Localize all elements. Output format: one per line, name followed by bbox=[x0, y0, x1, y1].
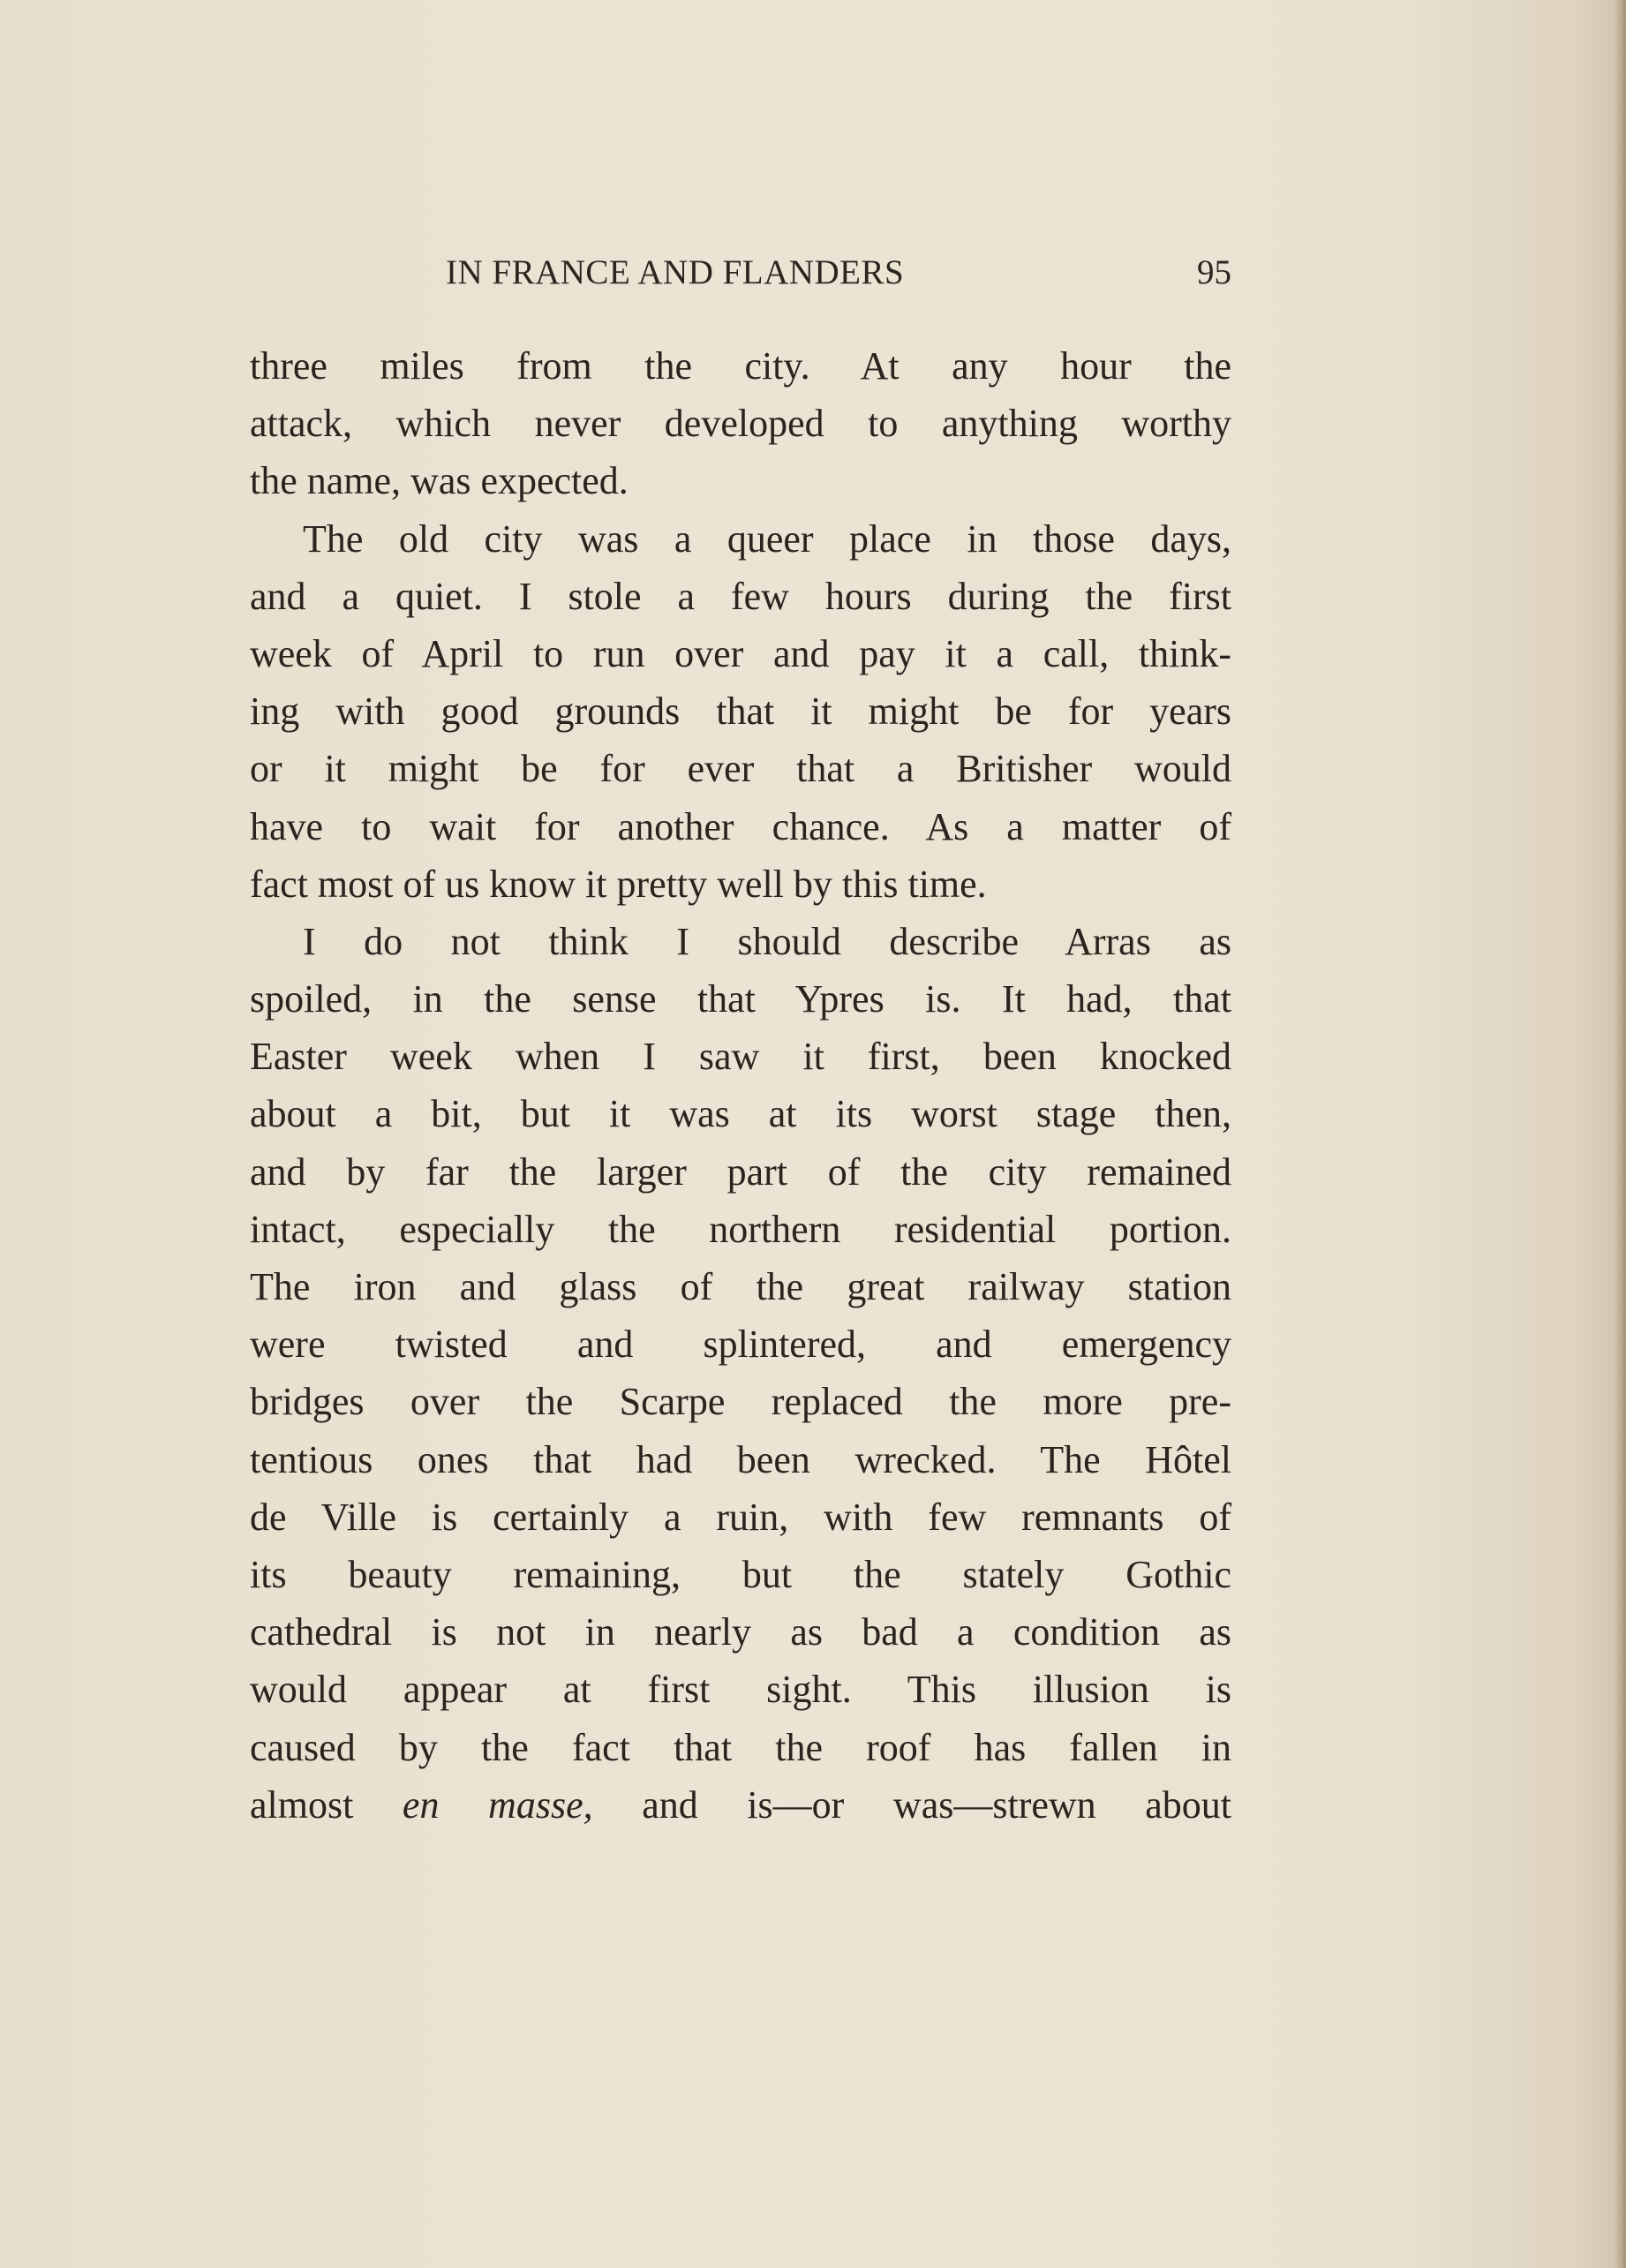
text-line: bridges over the Scarpe replaced the more pre- bbox=[250, 1380, 1231, 1424]
text-line: spoiled, in the sense that Ypres is. It had, that bbox=[250, 977, 1231, 1021]
text-line: caused by the fact that the roof has fallen in bbox=[250, 1725, 1231, 1769]
last-line-after: and is—or was—strewn about bbox=[592, 1782, 1231, 1827]
text-line: The iron and glass of the great railway station bbox=[250, 1265, 1231, 1308]
text-line: cathedral is not in nearly as bad a condition as bbox=[250, 1610, 1231, 1654]
text-line: were twisted and splintered, and emergency bbox=[250, 1322, 1231, 1367]
text-line: The old city was a queer place in those days, bbox=[303, 516, 1231, 561]
text-line: would appear at first sight. This illusion is bbox=[250, 1668, 1231, 1712]
italic-phrase: en masse, bbox=[402, 1782, 593, 1827]
text-line: or it might be for ever that a Britisher would bbox=[250, 747, 1231, 791]
text-line: ing with good grounds that it might be for years bbox=[250, 689, 1231, 734]
text-line: fact most of us know it pretty well by this time. bbox=[250, 862, 987, 906]
text-line: Easter week when I saw it first, been knocked bbox=[250, 1035, 1231, 1079]
running-header bbox=[250, 252, 1231, 305]
text-line: and a quiet. I stole a few hours during the first bbox=[250, 574, 1231, 618]
text-line: the name, was expected. bbox=[250, 459, 629, 503]
last-line-before: almost bbox=[250, 1782, 403, 1827]
text-line-last bbox=[250, 1776, 1231, 1834]
page-number: 95 bbox=[1197, 253, 1231, 291]
text-line: about a bit, but it was at its worst stage then, bbox=[250, 1092, 1231, 1136]
text-line: I do not think I should describe Arras as bbox=[303, 919, 1231, 963]
text-line: have to wait for another chance. As a matter of bbox=[250, 804, 1231, 848]
text-line: de Ville is certainly a ruin, with few remnants of bbox=[250, 1495, 1231, 1539]
text-line: intact, especially the northern residential portion. bbox=[250, 1207, 1231, 1251]
text-line: and by far the larger part of the city remained bbox=[250, 1149, 1231, 1194]
page-edge-shadow bbox=[1614, 0, 1626, 2268]
text-line: week of April to run over and pay it a call, think- bbox=[250, 631, 1231, 675]
text-line: tentious ones that had been wrecked. The Hôtel bbox=[250, 1437, 1231, 1481]
text-line: its beauty remaining, but the stately Gothic bbox=[250, 1552, 1231, 1596]
running-title: IN FRANCE AND FLANDERS bbox=[446, 253, 905, 291]
text-line: three miles from the city. At any hour the bbox=[250, 344, 1231, 388]
body-text bbox=[250, 337, 1231, 1834]
text-line: attack, which never developed to anything worthy bbox=[250, 402, 1231, 446]
